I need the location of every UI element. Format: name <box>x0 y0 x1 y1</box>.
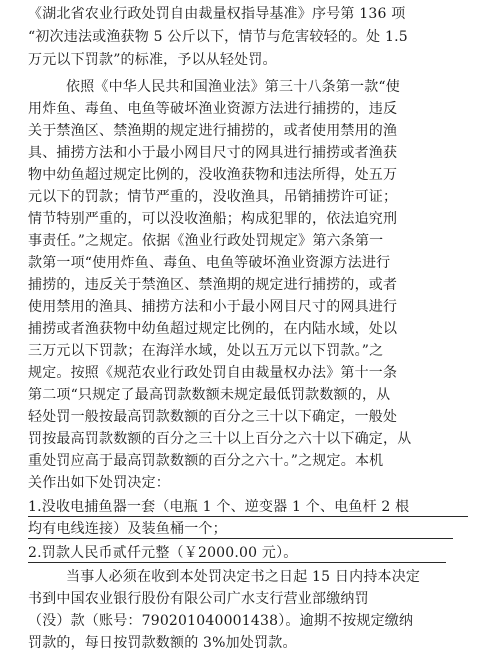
text-line: 元以下的罚款；情节严重的，没收渔具，吊销捕捞许可证； <box>28 189 398 205</box>
decision-item-1: 1.没收电捕鱼器一套（电瓶 1 个、逆变器 1 个、电鱼杆 2 根 <box>28 499 410 515</box>
text-line: 第二项“只规定了最高罚款数额未规定最低罚款数额的，从 <box>28 387 391 403</box>
text-line: 使用禁用的渔具、捕捞方法和小于最小网目尺寸的网具进行 <box>28 299 398 315</box>
text-line: 关作出如下处罚决定： <box>28 475 170 491</box>
text-line: 当事人必须在收到本处罚决定书之日起 15 日内持本决定 <box>66 569 421 585</box>
text-line: 用炸鱼、毒鱼、电鱼等破坏渔业资源方法进行捕捞的，违反 <box>28 101 398 117</box>
text-line: 均有电线连接）及装鱼桶一个； <box>28 521 227 537</box>
text-line: “初次违法或渔获物 5 公斤以下，情节与危害较轻的。处 1.5 <box>28 29 408 45</box>
text-line: 款第一项“使用炸鱼、毒鱼、电鱼等破坏渔业资源方法进行 <box>28 255 391 271</box>
text-line: 三万元以下罚款；在海洋水域，处以五万元以下罚款。”之 <box>28 343 384 359</box>
underline <box>28 516 468 517</box>
decision-item-2: 2.罚款人民币贰仟元整（￥2000.00 元）。 <box>28 545 298 561</box>
text-line: 关于禁渔区、禁渔期的规定进行捕捞的，或者使用禁用的渔 <box>28 123 398 139</box>
text-line: 物中幼鱼超过规定比例的，没收渔获物和违法所得，处五万 <box>28 167 398 183</box>
text-line: 捕捞或者渔获物中幼鱼超过规定比例的，在内陆水域，处以 <box>28 321 398 337</box>
text-line: 轻处罚一般按最高罚款数额的百分之三十以下确定，一般处 <box>28 409 398 425</box>
text-line: 罚款的，每日按罚款数额的 3%加处罚款。 <box>28 635 297 651</box>
text-line: 捕捞的，违反关于禁渔区、禁渔期的规定进行捕捞的，或者 <box>28 277 398 293</box>
text-line: （没）款（账号：790201040001438）。逾期不按规定缴纳 <box>28 613 414 629</box>
text-line: 万元以下罚款”的标准，予以从轻处罚。 <box>28 52 277 68</box>
text-line: 情节特别严重的，可以没收渔船；构成犯罪的，依法追究刑 <box>28 211 398 227</box>
text-line: 书到中国农业银行股份有限公司广水支行营业部缴纳罚 <box>28 591 369 607</box>
text-line: 规定。按照《规范农业行政处罚自由裁量权办法》第十一条 <box>28 365 398 381</box>
text-line: 依照《中华人民共和国渔业法》第三十八条第一款“使 <box>66 79 400 95</box>
text-line: 具、捕捞方法和小于最小网目尺寸的网具进行捕捞或者渔获 <box>28 145 398 161</box>
text-line: 罚按最高罚款数额的百分之三十以上百分之六十以下确定，从 <box>28 431 412 447</box>
text-line: 事责任。”之规定。依据《渔业行政处罚规定》第六条第一 <box>28 233 384 249</box>
underline <box>28 562 446 563</box>
text-line: 《湖北省农业行政处罚自由裁量权指导基准》序号第 136 项 <box>28 6 406 22</box>
underline <box>28 538 453 539</box>
text-line: 重处罚应高于最高罚款数额的百分之六十。”之规定。本机 <box>28 453 384 469</box>
